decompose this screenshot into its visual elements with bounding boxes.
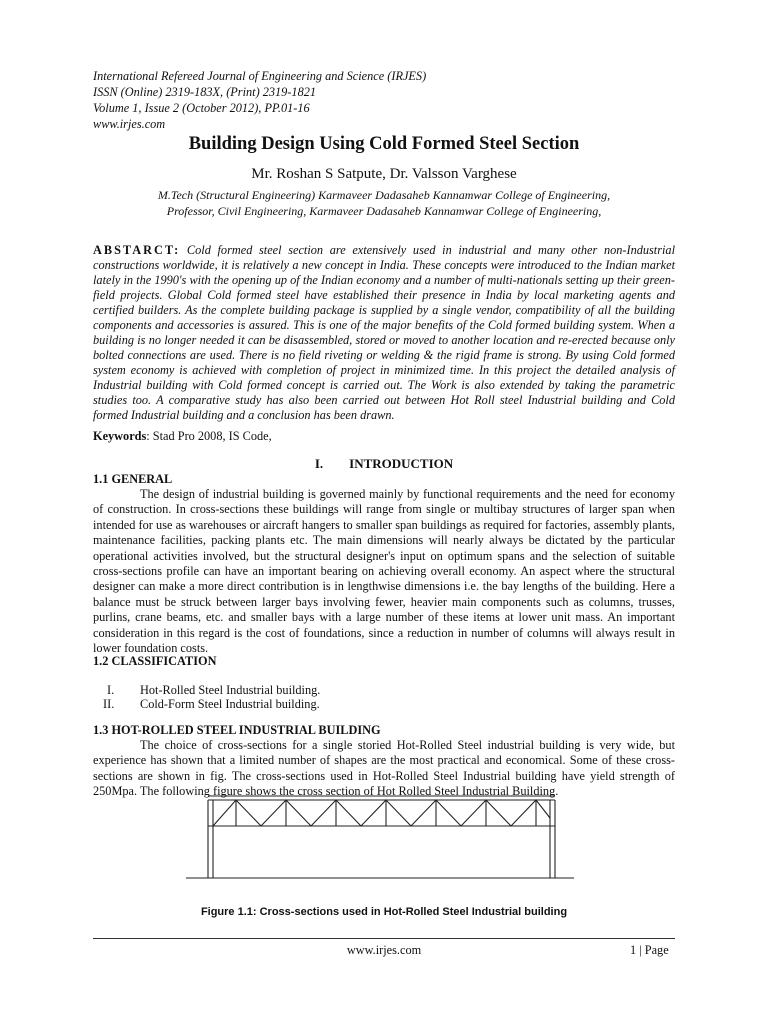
list-item-number: I. [107,683,115,697]
paragraph-general: The design of industrial building is governed mainly by functional requirements and the need for economy of construction. In cross-sections these buildings will range from single or multibay structures of larger span when intended for use as warehouses or aircraft hangers to smaller span buildings as required for factories, assembly plants, maintenance facilities, packing plants etc. The main dimensions will nearly always be dictated by the particular operational activities involved, but the structural designer's input on optimum spans and the selection of suitable cross-sections profile can have an important bearing on achieving overall economy. An aspect where the structural designer can make a more direct contribution is in lengthwise dimensions i.e. the bay lengths of the building. Here a balance must be struck between larger bays involving fewer, heavier main components such as columns, trusses, purlins, crane beams, etc. and smaller bays with a large number of these items at lower unit mass. An important consideration in this regard is the cost of foundations, since a reduction in number of columns will always result in lower foundation costs. [93,487,675,656]
page-number: 1 | Page [630,943,669,957]
heading-hot-rolled: 1.3 HOT-ROLLED STEEL INDUSTRIAL BUILDING [93,723,381,737]
list-item-number: II. [103,697,115,711]
list-item-text: Cold-Form Steel Industrial building. [140,697,320,711]
list-item-text: Hot-Rolled Steel Industrial building. [140,683,321,697]
heading-classification: 1.2 CLASSIFICATION [93,654,217,668]
volume-line: Volume 1, Issue 2 (October 2012), PP.01-16 [93,101,310,115]
heading-general: 1.1 GENERAL [93,472,173,486]
paragraph-hot-rolled: The choice of cross-sections for a single storied Hot-Rolled Steel industrial building is very wide, but experience has shown that a limited number of shapes are the most practical and economical. Some of these cross-sections are shown in fig. The cross-sections used in Hot-Rolled Steel Industrial building have yield strength of 250Mpa. The following figure shows the cross section of Hot Rolled Steel Industrial Building. [93,738,675,799]
section-heading [0,456,768,472]
keywords-label: Keywords [93,429,147,443]
journal-website: www.irjes.com [93,117,166,131]
affiliation-1: M.Tech (Structural Engineering) Karmaveer Dadasaheb Kannamwar College of Engineering, [157,188,611,202]
paper-title: Building Design Using Cold Formed Steel Section [188,134,580,154]
footer-url: www.irjes.com [346,943,422,957]
abstract-label: ABSTARCT: [93,243,181,257]
footer-rule [93,938,675,939]
journal-name: International Refereed Journal of Engineering and Science (IRJES) [93,69,427,83]
section-number: I. [314,456,324,471]
abstract-text: Cold formed steel section are extensively used in industrial and many other non-Industrial constructions worldwide, it is relatively a new concept in India. These concepts were introduced to the Indian market lately in the 1990's with the opening up of the Indian economy and a number of multi-nationals setting up their green-field projects. Global Cold formed steel have established their presence in India by local marketing agents and certified builders. As the complete building package is supplied by a single vendor, compatibility of all the building components and accessories is assured. This is one of the major benefits of the Cold formed building system. When a building is no longer needed it can be disassembled, stored or moved to another location and re-erected because only bolted connections are used. There is no field riveting or welding & the rigid frame is strong. By using Cold formed system economy is achieved with completion of project in minimized time. In this project the detailed analysis of Industrial building with Cold formed concept is carried out. The Work is also extended by taking the parametric studies too. A comparative study has also been carried out between Hot Roll steel Industrial building and Cold formed Industrial building and a conclusion has been drawn. [93,243,675,422]
abstract [93,243,675,423]
affiliation-2: Professor, Civil Engineering, Karmaveer Dadasaheb Kannamwar College of Engineering, [166,204,602,218]
section-title: INTRODUCTION [349,456,454,471]
figure-caption: Figure 1.1: Cross-sections used in Hot-Rolled Steel Industrial building [200,906,568,918]
keywords-text: : Stad Pro 2008, IS Code, [146,429,272,443]
authors: Mr. Roshan S Satpute, Dr. Valsson Varghese [251,166,517,182]
truss-cross-section-figure [186,790,576,880]
issn-line: ISSN (Online) 2319-183X, (Print) 2319-1821 [93,85,317,99]
keywords [93,429,272,444]
